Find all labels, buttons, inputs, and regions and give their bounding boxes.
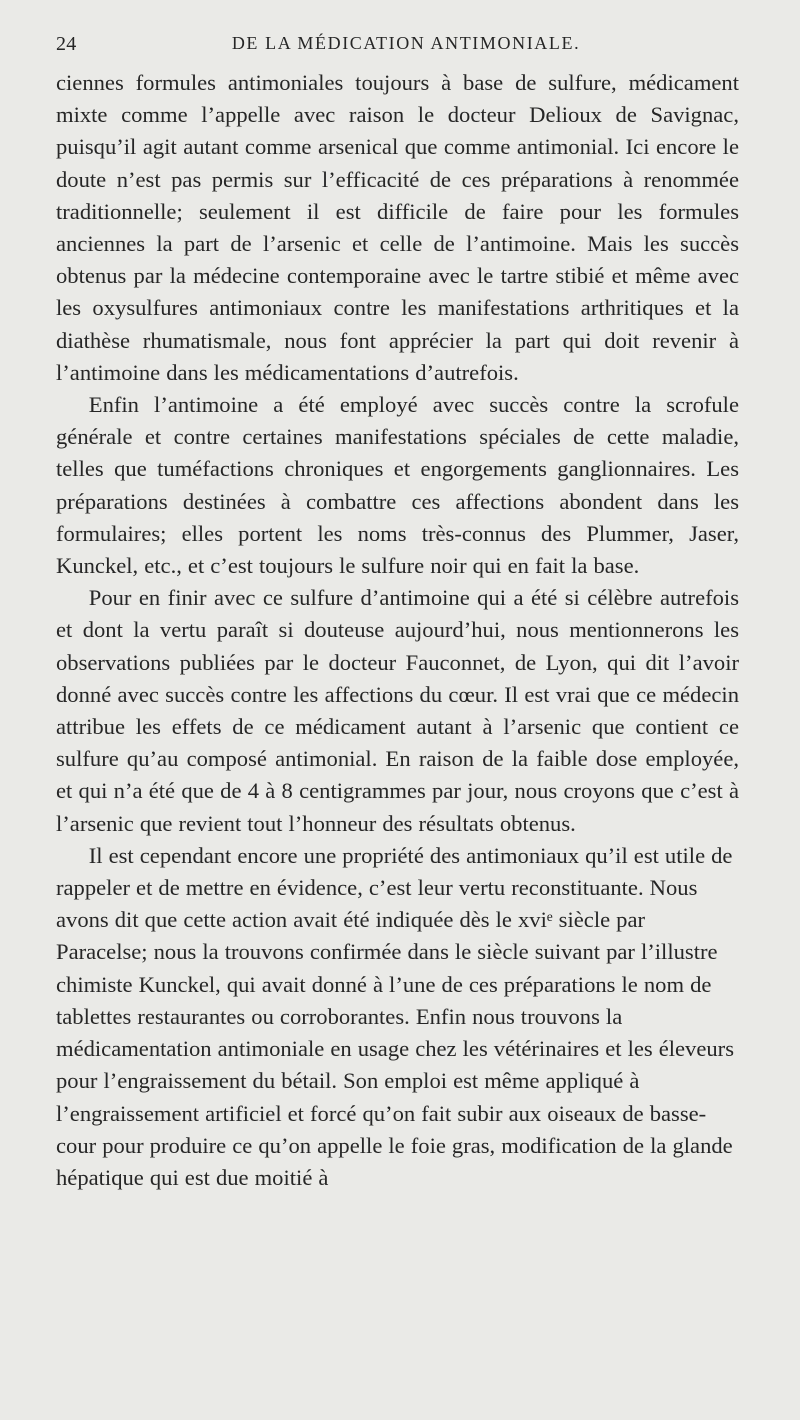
running-title: DE LA MÉDICATION ANTIMONIALE.: [231, 33, 581, 53]
paragraph-scrofula: Enfin l’antimoine a été employé avec succès contre la scrofule générale et contre certaines manifestations spéciales de cette maladie, telles que tuméfactions chroniques et engorgements ganglionnaires. Les préparations destinées à combattre ces affections abondent dans les formulaires; elles portent les noms très-connus des Plummer, Jaser, Kunckel, etc., et c’est toujours le sulfure noir qui en fait la base.: [56, 392, 739, 579]
paragraph-reconstituent-property: Il est cependant encore une propriété des antimoniaux qu’il est utile de rappeler et de mettre en évidence, c’est leur vertu reconstituante. Nous avons dit que cette action avait été indiquée dès le xviᵉ siècle par Paracelse; nous la trouvons confirmée dans le siècle suivant par l’illustre chimiste Kunckel, qui avait donné à l’une de ces préparations le nom de tablettes restaurantes ou corroborantes. Enfin nous trouvons la médicamentation antimoniale en usage chez les vétérinaires et les éleveurs pour l’engraissement du bétail. Son emploi est même appliqué à l’engraissement artificiel et forcé qu’on fait subir aux oiseaux de basse-cour pour produire ce qu’on appelle le foie gras, modification de la glande hépatique qui est due moitié à: [56, 842, 734, 1190]
paragraph-sulfure-antimony: Pour en finir avec ce sulfure d’antimoine qui a été si célèbre autrefois et dont la vertu paraît si douteuse aujourd’hui, nous mentionnerons les observations publiées par le docteur Fauconnet, de Lyon, qui dit l’avoir donné avec succès contre les affections du cœur. Il est vrai que ce médecin attribue les effets de ce médicament autant à l’arsenic que contient ce sulfure qu’au composé antimonial. En raison de la faible dose employée, et qui n’a été que de 4 à 8 centigrammes par jour, nous croyons que c’est à l’arsenic que revient tout l’honneur des résultats obtenus.: [56, 585, 739, 836]
body-text: [56, 67, 739, 1194]
paragraph-antimonial-formulas: ciennes formules antimoniales toujours à base de sulfure, médicament mixte comme l’appelle avec raison le docteur Delioux de Savignac, puisqu’il agit autant comme arsenical que comme antimonial. Ici encore le doute n’est pas permis sur l’efficacité de ces préparations à renommée traditionnelle; seulement il est difficile de faire pour les formules anciennes la part de l’arsenic et celle de l’antimoine. Mais les succès obtenus par la médecine contemporaine avec le tartre stibié et même avec les oxysulfures antimoniaux contre les manifestations arthritiques et la diathèse rhumatismale, nous font apprécier la part qui doit revenir à l’antimoine dans les médicamentations d’autrefois.: [56, 70, 739, 385]
page-header: [56, 33, 756, 63]
page-number: 24: [56, 33, 77, 55]
